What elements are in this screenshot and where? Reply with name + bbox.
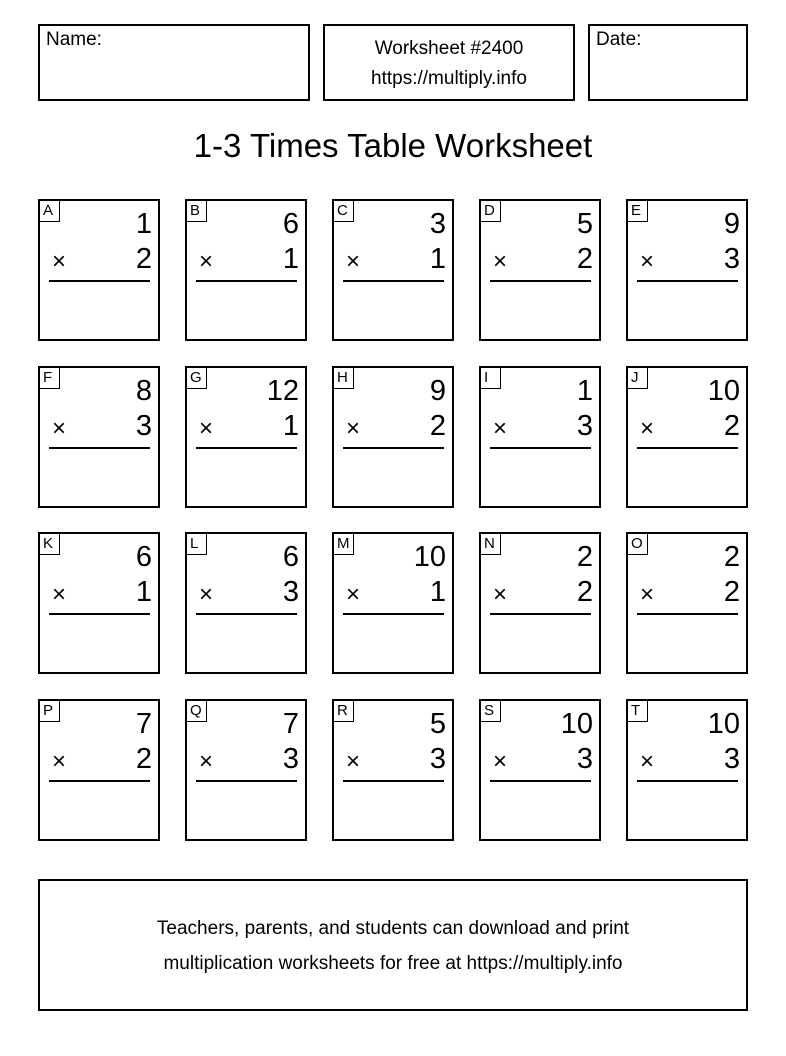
multiplicand: 2: [723, 541, 740, 573]
multiplicand: 6: [282, 208, 299, 240]
answer-line: [196, 447, 297, 449]
problem-card[interactable]: [626, 532, 748, 674]
problem-card[interactable]: [479, 532, 601, 674]
multiplier: 1: [429, 243, 446, 275]
answer-line: [49, 280, 150, 282]
problem-card[interactable]: [185, 199, 307, 341]
times-sign: ×: [493, 415, 508, 442]
problem-letter: H: [334, 368, 354, 389]
multiplicand: 8: [135, 375, 152, 407]
answer-line: [637, 280, 738, 282]
answer-line: [196, 613, 297, 615]
problem-letter: J: [628, 368, 648, 389]
multiplicand: 1: [135, 208, 152, 240]
answer-line: [343, 780, 444, 782]
multiplier: 2: [429, 410, 446, 442]
times-sign: ×: [199, 248, 214, 275]
multiplier: 3: [723, 243, 740, 275]
answer-line: [49, 447, 150, 449]
problem-card[interactable]: [332, 366, 454, 508]
problem-card[interactable]: [38, 199, 160, 341]
times-sign: ×: [640, 581, 655, 608]
multiplicand: 10: [707, 375, 740, 407]
multiplier: 2: [576, 576, 593, 608]
problem-letter: Q: [187, 701, 207, 722]
answer-line: [637, 447, 738, 449]
times-sign: ×: [346, 415, 361, 442]
multiplier: 1: [282, 410, 299, 442]
problem-letter: O: [628, 534, 648, 555]
answer-line: [490, 280, 591, 282]
times-sign: ×: [346, 581, 361, 608]
multiplier: 3: [723, 743, 740, 775]
problem-card[interactable]: [38, 366, 160, 508]
times-sign: ×: [493, 581, 508, 608]
problem-card[interactable]: [626, 366, 748, 508]
worksheet-url: https://multiply.info: [371, 68, 527, 89]
problem-card[interactable]: [185, 532, 307, 674]
answer-line: [343, 280, 444, 282]
answer-line: [196, 780, 297, 782]
multiplier: 3: [282, 576, 299, 608]
multiplier: 3: [282, 743, 299, 775]
multiplicand: 6: [282, 541, 299, 573]
multiplier: 1: [135, 576, 152, 608]
answer-line: [196, 280, 297, 282]
multiplier: 2: [723, 576, 740, 608]
multiplier: 2: [135, 743, 152, 775]
times-sign: ×: [640, 248, 655, 275]
page-title: 1-3 Times Table Worksheet: [193, 127, 593, 164]
problem-letter: I: [481, 368, 501, 389]
problem-card[interactable]: [332, 532, 454, 674]
problem-letter: A: [40, 201, 60, 222]
footer-line-2: multiplication worksheets for free at https://multiply.info: [163, 953, 623, 974]
multiplier: 2: [723, 410, 740, 442]
multiplicand: 3: [429, 208, 446, 240]
times-sign: ×: [52, 581, 67, 608]
multiplicand: 12: [266, 375, 299, 407]
multiplicand: 9: [723, 208, 740, 240]
problem-letter: N: [481, 534, 501, 555]
times-sign: ×: [52, 748, 67, 775]
times-sign: ×: [493, 748, 508, 775]
answer-line: [343, 447, 444, 449]
times-sign: ×: [199, 748, 214, 775]
problem-grid: [38, 199, 748, 843]
multiplier: 2: [135, 243, 152, 275]
problem-card[interactable]: [38, 532, 160, 674]
multiplier: 3: [429, 743, 446, 775]
answer-line: [49, 613, 150, 615]
problem-letter: D: [481, 201, 501, 222]
multiplicand: 7: [282, 708, 299, 740]
problem-card[interactable]: [332, 699, 454, 841]
times-sign: ×: [493, 248, 508, 275]
answer-line: [343, 613, 444, 615]
problem-card[interactable]: [479, 199, 601, 341]
problem-letter: T: [628, 701, 648, 722]
times-sign: ×: [52, 415, 67, 442]
answer-line: [490, 780, 591, 782]
times-sign: ×: [52, 248, 67, 275]
date-field-box[interactable]: [588, 24, 748, 101]
problem-card[interactable]: [626, 199, 748, 341]
problem-card[interactable]: [479, 366, 601, 508]
multiplicand: 6: [135, 541, 152, 573]
worksheet-info-box: [323, 24, 575, 101]
problem-card[interactable]: [185, 366, 307, 508]
problem-letter: B: [187, 201, 207, 222]
answer-line: [49, 780, 150, 782]
multiplier: 3: [576, 743, 593, 775]
multiplicand: 10: [413, 541, 446, 573]
multiplier: 3: [135, 410, 152, 442]
problem-card[interactable]: [38, 699, 160, 841]
problem-letter: S: [481, 701, 501, 722]
problem-card[interactable]: [332, 199, 454, 341]
problem-letter: G: [187, 368, 207, 389]
name-field-box[interactable]: [38, 24, 310, 101]
multiplier: 1: [429, 576, 446, 608]
multiplicand: 5: [576, 208, 593, 240]
multiplicand: 10: [707, 708, 740, 740]
footer-line-1: Teachers, parents, and students can download and print: [156, 918, 630, 939]
times-sign: ×: [346, 248, 361, 275]
problem-letter: M: [334, 534, 354, 555]
times-sign: ×: [199, 581, 214, 608]
multiplier: 2: [576, 243, 593, 275]
answer-line: [490, 447, 591, 449]
answer-line: [637, 613, 738, 615]
multiplicand: 10: [560, 708, 593, 740]
times-sign: ×: [640, 415, 655, 442]
problem-letter: L: [187, 534, 207, 555]
answer-line: [637, 780, 738, 782]
problem-letter: F: [40, 368, 60, 389]
multiplier: 1: [282, 243, 299, 275]
answer-line: [490, 613, 591, 615]
problem-letter: K: [40, 534, 60, 555]
footer-box: [38, 879, 748, 1011]
name-label: Name:: [46, 29, 102, 50]
problem-card[interactable]: [479, 699, 601, 841]
multiplicand: 1: [576, 375, 593, 407]
times-sign: ×: [199, 415, 214, 442]
worksheet-number: Worksheet #2400: [374, 38, 524, 59]
problem-letter: P: [40, 701, 60, 722]
multiplicand: 9: [429, 375, 446, 407]
multiplicand: 2: [576, 541, 593, 573]
multiplier: 3: [576, 410, 593, 442]
problem-card[interactable]: [626, 699, 748, 841]
problem-letter: R: [334, 701, 354, 722]
date-label: Date:: [596, 29, 642, 50]
times-sign: ×: [346, 748, 361, 775]
times-sign: ×: [640, 748, 655, 775]
multiplicand: 5: [429, 708, 446, 740]
problem-card[interactable]: [185, 699, 307, 841]
problem-letter: C: [334, 201, 354, 222]
multiplicand: 7: [135, 708, 152, 740]
problem-letter: E: [628, 201, 648, 222]
